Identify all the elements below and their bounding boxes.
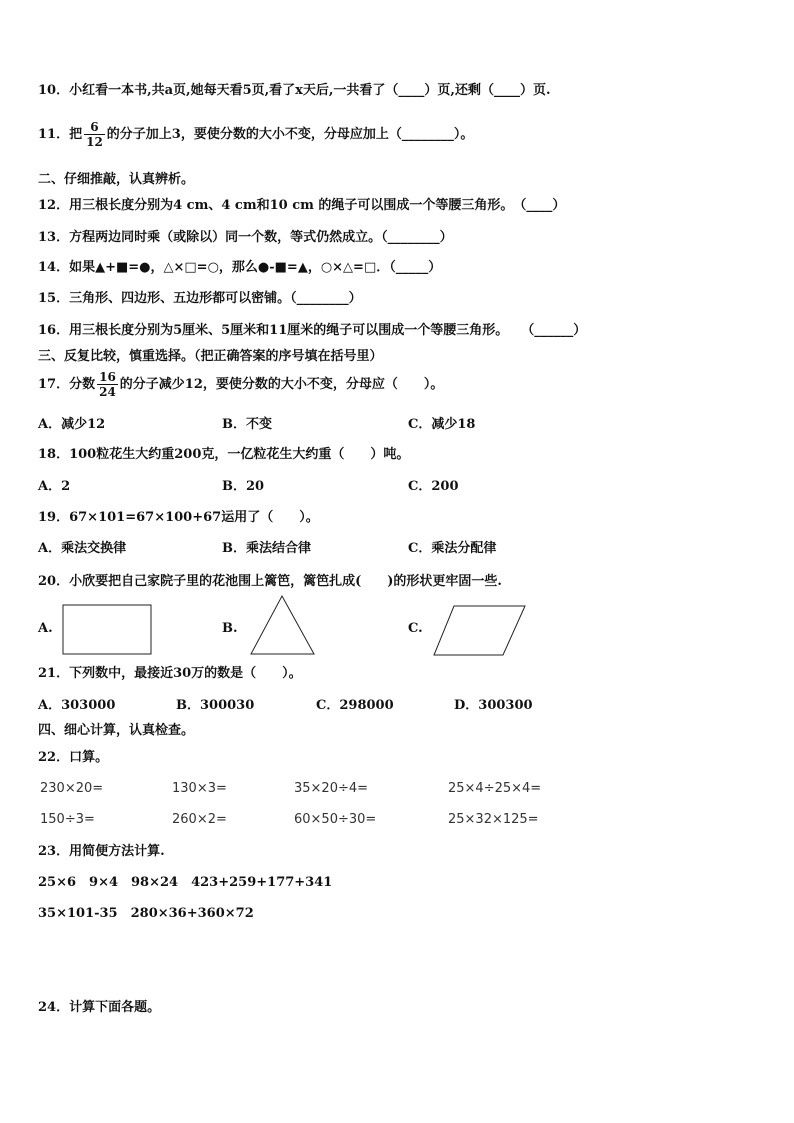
oral-calc-item: 60×50÷30= (294, 812, 377, 827)
q21-option-d: D．300300 (454, 698, 533, 713)
oral-calc-item: 230×20= (40, 781, 104, 796)
question-19: 19．67×101=67×100+67运用了（ ）。 (38, 510, 319, 525)
oral-calc-item: 260×2= (172, 812, 227, 827)
question-20: 20．小欣要把自己家院子里的花池围上篱笆，篱笆扎成( )的形状更牢固一些. (38, 574, 502, 589)
q23-expressions-row-2: 35×101-35 280×36+360×72 (38, 906, 254, 921)
oral-calc-item: 25×32×125= (448, 812, 539, 827)
question-16: 16．用三根长度分别为5厘米、5厘米和11厘米的绳子可以围成一个等腰三角形。 （______） (38, 323, 587, 338)
q17-prefix: 17．分数 (38, 377, 96, 392)
oral-calc-item: 35×20÷4= (294, 781, 369, 796)
oral-calc-item: 150÷3= (40, 812, 95, 827)
q17-denominator: 24 (99, 385, 116, 399)
question-13: 13．方程两边同时乘（或除以）同一个数，等式仍然成立。（________） (38, 230, 453, 245)
q18-option-b: B．20 (222, 479, 265, 494)
q21-option-c: C．298000 (316, 698, 394, 713)
section-4-heading: 四、细心计算，认真检查。 (38, 723, 195, 738)
question-12: 12．用三根长度分别为4 cm、4 cm和10 cm 的绳子可以围成一个等腰三角形。 （____） (38, 198, 566, 213)
oral-calc-item: 130×3= (172, 781, 227, 796)
q19-option-c: C．乘法分配律 (408, 541, 497, 556)
q17-suffix: 的分子减少12，要使分数的大小不变，分母应（ ）。 (119, 377, 444, 392)
q11-prefix: 11．把 (38, 127, 83, 142)
rectangle-shape (62, 604, 154, 656)
question-10: 10．小红看一本书,共a页,她每天看5页,看了x天后,一共看了（____）页,还剩（____）页. (38, 83, 551, 98)
q23-expressions-row-1: 25×6 9×4 98×24 423+259+177+341 (38, 875, 333, 890)
q18-option-a: A．2 (38, 479, 71, 494)
parallelogram-shape (432, 604, 528, 658)
q17-fraction (97, 370, 118, 399)
q11-fraction (84, 120, 105, 149)
q17-option-b: B．不变 (222, 417, 272, 432)
q20-option-b-label: B. (222, 621, 238, 636)
q17-option-a: A．减少12 (38, 417, 106, 432)
question-21: 21．下列数中，最接近30万的数是（ ）。 (38, 666, 302, 681)
q21-option-b: B．300030 (176, 698, 255, 713)
section-2-heading: 二、仔细推敲，认真辨析。 (38, 172, 195, 187)
question-22: 22．口算。 (38, 750, 109, 765)
q21-option-a: A．303000 (38, 698, 116, 713)
q11-numerator: 6 (84, 120, 105, 135)
triangle-shape (248, 594, 318, 656)
question-23: 23．用简便方法计算. (38, 844, 165, 859)
q20-option-a-label: A. (38, 621, 53, 636)
question-15: 15．三角形、四边形、五边形都可以密铺。（________） (38, 291, 362, 306)
q19-option-b: B．乘法结合律 (222, 541, 311, 556)
q18-option-c: C．200 (408, 479, 459, 494)
question-17 (38, 370, 443, 399)
section-3-heading: 三、反复比较，慎重选择。（把正确答案的序号填在括号里） (38, 349, 383, 364)
question-11 (38, 120, 473, 149)
q17-numerator: 16 (99, 370, 116, 384)
q19-option-a: A．乘法交换律 (38, 541, 127, 556)
q17-option-c: C．减少18 (408, 417, 476, 432)
oral-calc-item: 25×4÷25×4= (448, 781, 542, 796)
question-24: 24．计算下面各题。 (38, 1000, 161, 1015)
q11-denominator: 12 (86, 135, 103, 149)
question-14: 14．如果▲+■=●，△×□=○，那么●-■=▲，○×△=□．（_____） (38, 260, 442, 275)
q20-option-c-label: C. (408, 621, 423, 636)
question-18: 18．100粒花生大约重200克，一亿粒花生大约重（ ）吨。 (38, 447, 410, 462)
q11-suffix: 的分子加上3，要使分数的大小不变，分母应加上（________）。 (106, 127, 474, 142)
